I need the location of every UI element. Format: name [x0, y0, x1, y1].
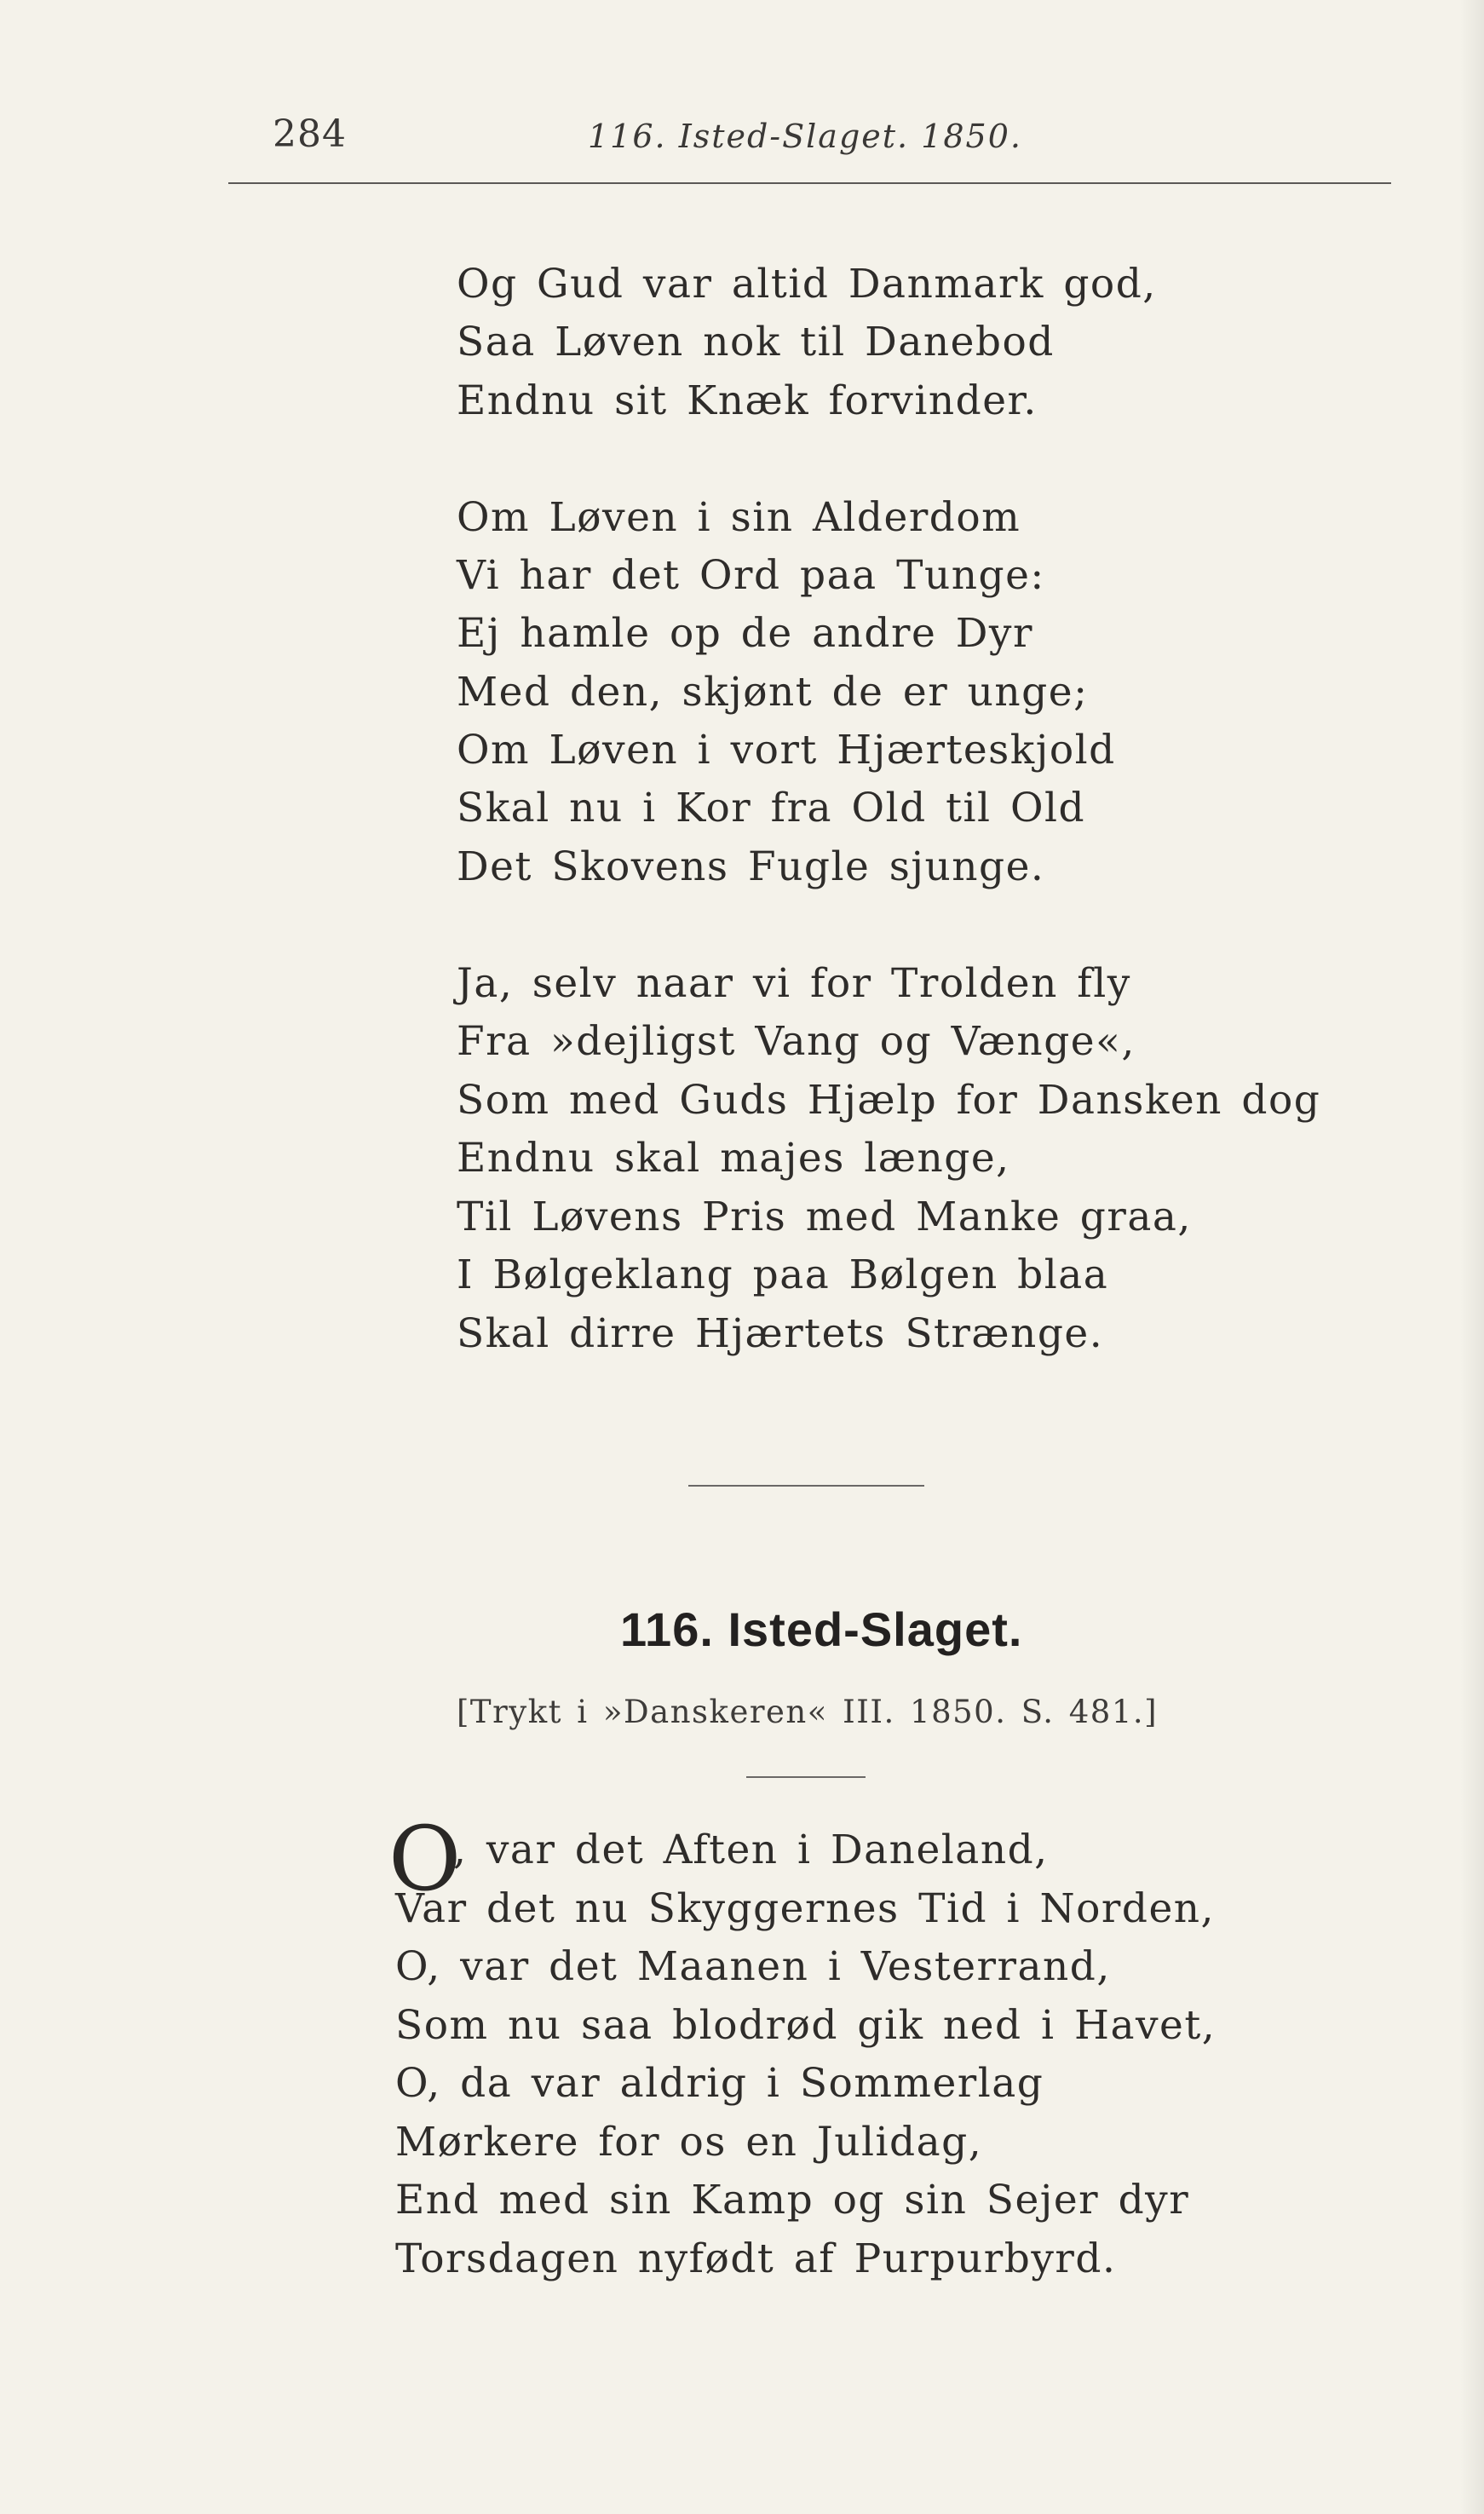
verse-line: O, da var aldrig i Sommerlag: [395, 2060, 1044, 2107]
verse-line: Ja, selv naar vi for Trolden fly: [457, 960, 1131, 1007]
verse-line: Skal nu i Kor fra Old til Old: [457, 785, 1086, 831]
verse-line: Endnu sit Knæk forvinder.: [457, 377, 1038, 424]
verse-line: O, var det Maanen i Vesterrand,: [395, 1943, 1111, 1990]
verse-line: Med den, skjønt de er unge;: [457, 669, 1089, 716]
page-header: [0, 0, 1484, 196]
verse-line: I Bølgeklang paa Bølgen blaa: [457, 1251, 1109, 1298]
verse-line: Var det nu Skyggernes Tid i Norden,: [395, 1885, 1215, 1932]
verse-line: Til Løvens Pris med Manke graa,: [457, 1194, 1192, 1240]
verse-line: Mørkere for os en Julidag,: [395, 2119, 983, 2166]
verse-line: , var det Aften i Daneland,: [453, 1827, 1049, 1873]
verse-line: Saa Løven nok til Danebod: [457, 319, 1055, 365]
verse-line: Og Gud var altid Danmark god,: [457, 261, 1157, 308]
verse-line: Om Løven i sin Alderdom: [457, 494, 1021, 541]
page-edge-shadow: [1460, 0, 1484, 2514]
header-rule: [228, 182, 1391, 184]
verse-line: End med sin Kamp og sin Sejer dyr: [395, 2177, 1190, 2223]
page-number: 284: [273, 112, 347, 156]
verse-line: Torsdagen nyfødt af Purpurbyrd.: [395, 2235, 1117, 2282]
verse-line: Som med Guds Hjælp for Dansken dog: [457, 1077, 1321, 1124]
verse-line: Ej hamle op de andre Dyr: [457, 610, 1033, 657]
section-separator-rule: [688, 1485, 924, 1487]
verse-line: Fra »dejligst Vang og Vænge«,: [457, 1018, 1136, 1065]
verse-line: Skal dirre Hjærtets Strænge.: [457, 1310, 1104, 1357]
verse-line: Om Løven i vort Hjærteskjold: [457, 727, 1116, 774]
poem-title: 116. Isted-Slaget.: [620, 1602, 1023, 1656]
verse-line: Endnu skal majes længe,: [457, 1135, 1010, 1182]
verse-line: Som nu saa blodrød gik ned i Havet,: [395, 2002, 1217, 2049]
source-note: [Trykt i »Danskeren« III. 1850. S. 481.]: [457, 1694, 1159, 1730]
verse-line: Det Skovens Fugle sjunge.: [457, 843, 1045, 890]
title-rule: [746, 1776, 866, 1778]
verse-line: Vi har det Ord paa Tunge:: [457, 552, 1045, 599]
running-head: 116. Isted-Slaget. 1850.: [588, 118, 1022, 155]
drop-cap: O: [388, 1807, 462, 1911]
